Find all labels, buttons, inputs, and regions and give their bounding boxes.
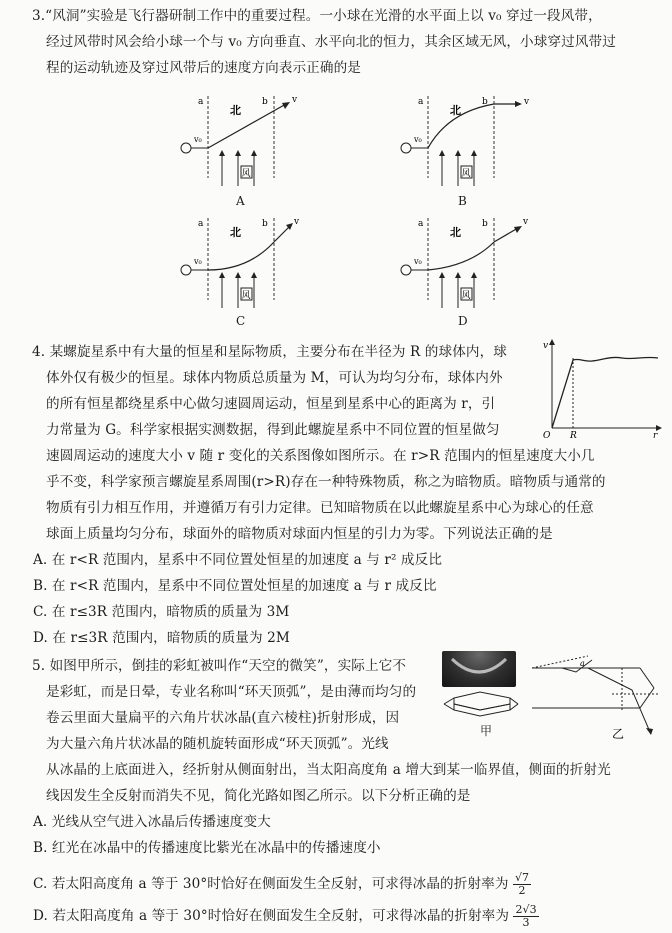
halo-arc-icon: [442, 651, 516, 687]
svg-text:a: a: [198, 97, 204, 107]
svg-text:R: R: [570, 431, 577, 440]
svg-text:a: a: [418, 219, 424, 229]
q5-light-path-figure: [528, 652, 664, 742]
q3-figure-b: [398, 90, 538, 190]
q5-line-2: 是彩虹，而是日晕，专业名称叫“环天顶弧”，是由薄而均匀的: [46, 684, 417, 700]
fraction-numerator: √7: [514, 871, 530, 884]
svg-text:v: v: [294, 217, 300, 227]
q5-option-c-text: C. 若太阳高度角 a 等于 30°时恰好在侧面发生全反射，可求得冰晶的折射率为: [33, 876, 509, 892]
svg-text:北: 北: [450, 226, 461, 239]
q5-figure-jia-label: 甲: [480, 724, 493, 738]
svg-text:v₀: v₀: [414, 135, 422, 144]
q5-option-c: [33, 872, 660, 897]
q5-option-d-text: D. 若太阳高度角 a 等于 30°时恰好在侧面发生全反射，可求得冰晶的折射率为: [33, 908, 510, 924]
svg-text:a: a: [580, 659, 585, 668]
fraction-numerator: 2√3: [515, 903, 537, 916]
q4-line-1: 4. 某螺旋星系中有大量的恒星和星际物质，主要分布在半径为 R 的球体内，球: [32, 344, 507, 360]
svg-text:风: 风: [461, 169, 471, 179]
q4-line-5: 速圆周运动的速度大小 v 随 r 变化的关系图像如图所示。在 r>R 范围内的恒星速度大小几: [46, 448, 595, 464]
svg-text:b: b: [482, 97, 488, 107]
q4-line-2: 体外仅有极少的恒星。球体内物质总质量为 M，可认为均匀分布，球体内外: [46, 370, 503, 386]
q5-line-1: 5. 如图甲所示，倒挂的彩虹被叫作“天空的微笑”，实际上它不: [32, 658, 407, 674]
fraction-denominator: 2: [518, 884, 526, 897]
svg-text:北: 北: [450, 104, 461, 117]
svg-text:b: b: [482, 219, 488, 229]
q4-option-a: A. 在 r<R 范围内，星系中不同位置处恒星的加速度 a 与 r² 成反比: [33, 552, 443, 568]
q5-hexagon-crystal: [440, 690, 520, 726]
svg-text:风: 风: [461, 291, 471, 301]
q3-figure-b-label: B: [458, 194, 467, 208]
q4-option-d: D. 在 r≤3R 范围内，暗物质的质量为 2M: [33, 630, 290, 646]
svg-text:a: a: [418, 97, 424, 107]
svg-text:v: v: [292, 95, 298, 105]
q5-option-c-fraction: [513, 872, 531, 897]
q5-option-d-fraction: [513, 904, 538, 929]
q3-line-2: 经过风带时风会给小球一个与 v₀ 方向垂直、水平向北的恒力，其余区域无风，小球穿过风带过: [46, 34, 616, 50]
q4-velocity-graph: [540, 336, 664, 440]
q5-line-4: 为大量六角片状冰晶的随机旋转面形成“环天顶弧”。光线: [46, 736, 389, 752]
q5-halo-photo: [442, 651, 516, 687]
svg-text:v: v: [543, 341, 549, 351]
q4-line-3: 的所有恒星都绕星系中心做匀速圆周运动，恒星到星系中心的距离为 r，引: [46, 396, 496, 412]
q4-option-b: B. 在 r<R 范围内，星系中不同位置处恒星的加速度 a 与 r 成反比: [33, 578, 437, 594]
svg-text:北: 北: [230, 226, 241, 239]
svg-text:v: v: [523, 217, 529, 227]
q3-figure-a-label: A: [236, 194, 245, 208]
q4-option-c: C. 在 r≤3R 范围内，暗物质的质量为 3M: [33, 604, 290, 620]
svg-text:风: 风: [241, 291, 251, 301]
q5-line-6: 线因发生全反射而消失不见，简化光路如图乙所示。以下分析正确的是: [46, 788, 471, 804]
svg-text:r: r: [653, 431, 658, 440]
svg-text:v: v: [524, 97, 530, 107]
q3-figure-a: [178, 90, 318, 190]
svg-text:a: a: [198, 219, 204, 229]
q4-line-4: 力常量为 G。科学家根据实测数据，得到此螺旋星系中不同位置的恒星做匀: [46, 422, 500, 438]
q5-option-d: [33, 904, 660, 929]
q5-option-a: A. 光线从空气进入冰晶后传播速度变大: [33, 814, 271, 830]
q5-option-b: B. 红光在冰晶中的传播速度比紫光在冰晶中的传播速度小: [33, 840, 381, 856]
svg-text:v₀: v₀: [194, 135, 202, 144]
svg-text:v₀: v₀: [414, 257, 422, 266]
q3-line-3: 程的运动轨迹及穿过风带后的速度方向表示正确的是: [46, 60, 361, 76]
q5-line-5: 从冰晶的上底面进入，经折射从侧面射出，当太阳高度角 a 增大到某一临界值，侧面的折射光: [46, 762, 611, 778]
fraction-denominator: 3: [522, 916, 530, 929]
q4-line-6: 乎不变，科学家预言螺旋星系周围(r>R)存在一种特殊物质，称之为暗物质。暗物质与通常的: [46, 474, 606, 490]
q5-line-3: 卷云里面大量扁平的六角片状冰晶(直六棱柱)折射形成，因: [46, 710, 400, 726]
svg-text:乙: 乙: [612, 727, 625, 741]
svg-text:b: b: [262, 97, 268, 107]
svg-text:风: 风: [241, 169, 251, 179]
q3-line-1: 3.“风洞”实验是飞行器研制工作中的重要过程。一小球在光滑的水平面上以 v₀ 穿过一段风带，: [32, 8, 602, 24]
q4-line-7: 物质有引力相互作用，并遵循万有引力定律。已知暗物质在以此螺旋星系中心为球心的任意: [46, 500, 594, 516]
q3-figure-c-label: C: [236, 314, 246, 328]
q3-figure-d-label: D: [458, 314, 468, 328]
svg-text:北: 北: [230, 104, 241, 117]
q3-figure-d: [398, 212, 538, 312]
svg-text:O: O: [543, 431, 551, 440]
svg-text:v₀: v₀: [194, 257, 202, 266]
svg-text:b: b: [262, 219, 268, 229]
q3-figure-c: [178, 212, 318, 312]
q4-line-8: 球面上质量均匀分布，球面外的暗物质对球面内恒星的引力为零。下列说法正确的是: [46, 526, 553, 542]
